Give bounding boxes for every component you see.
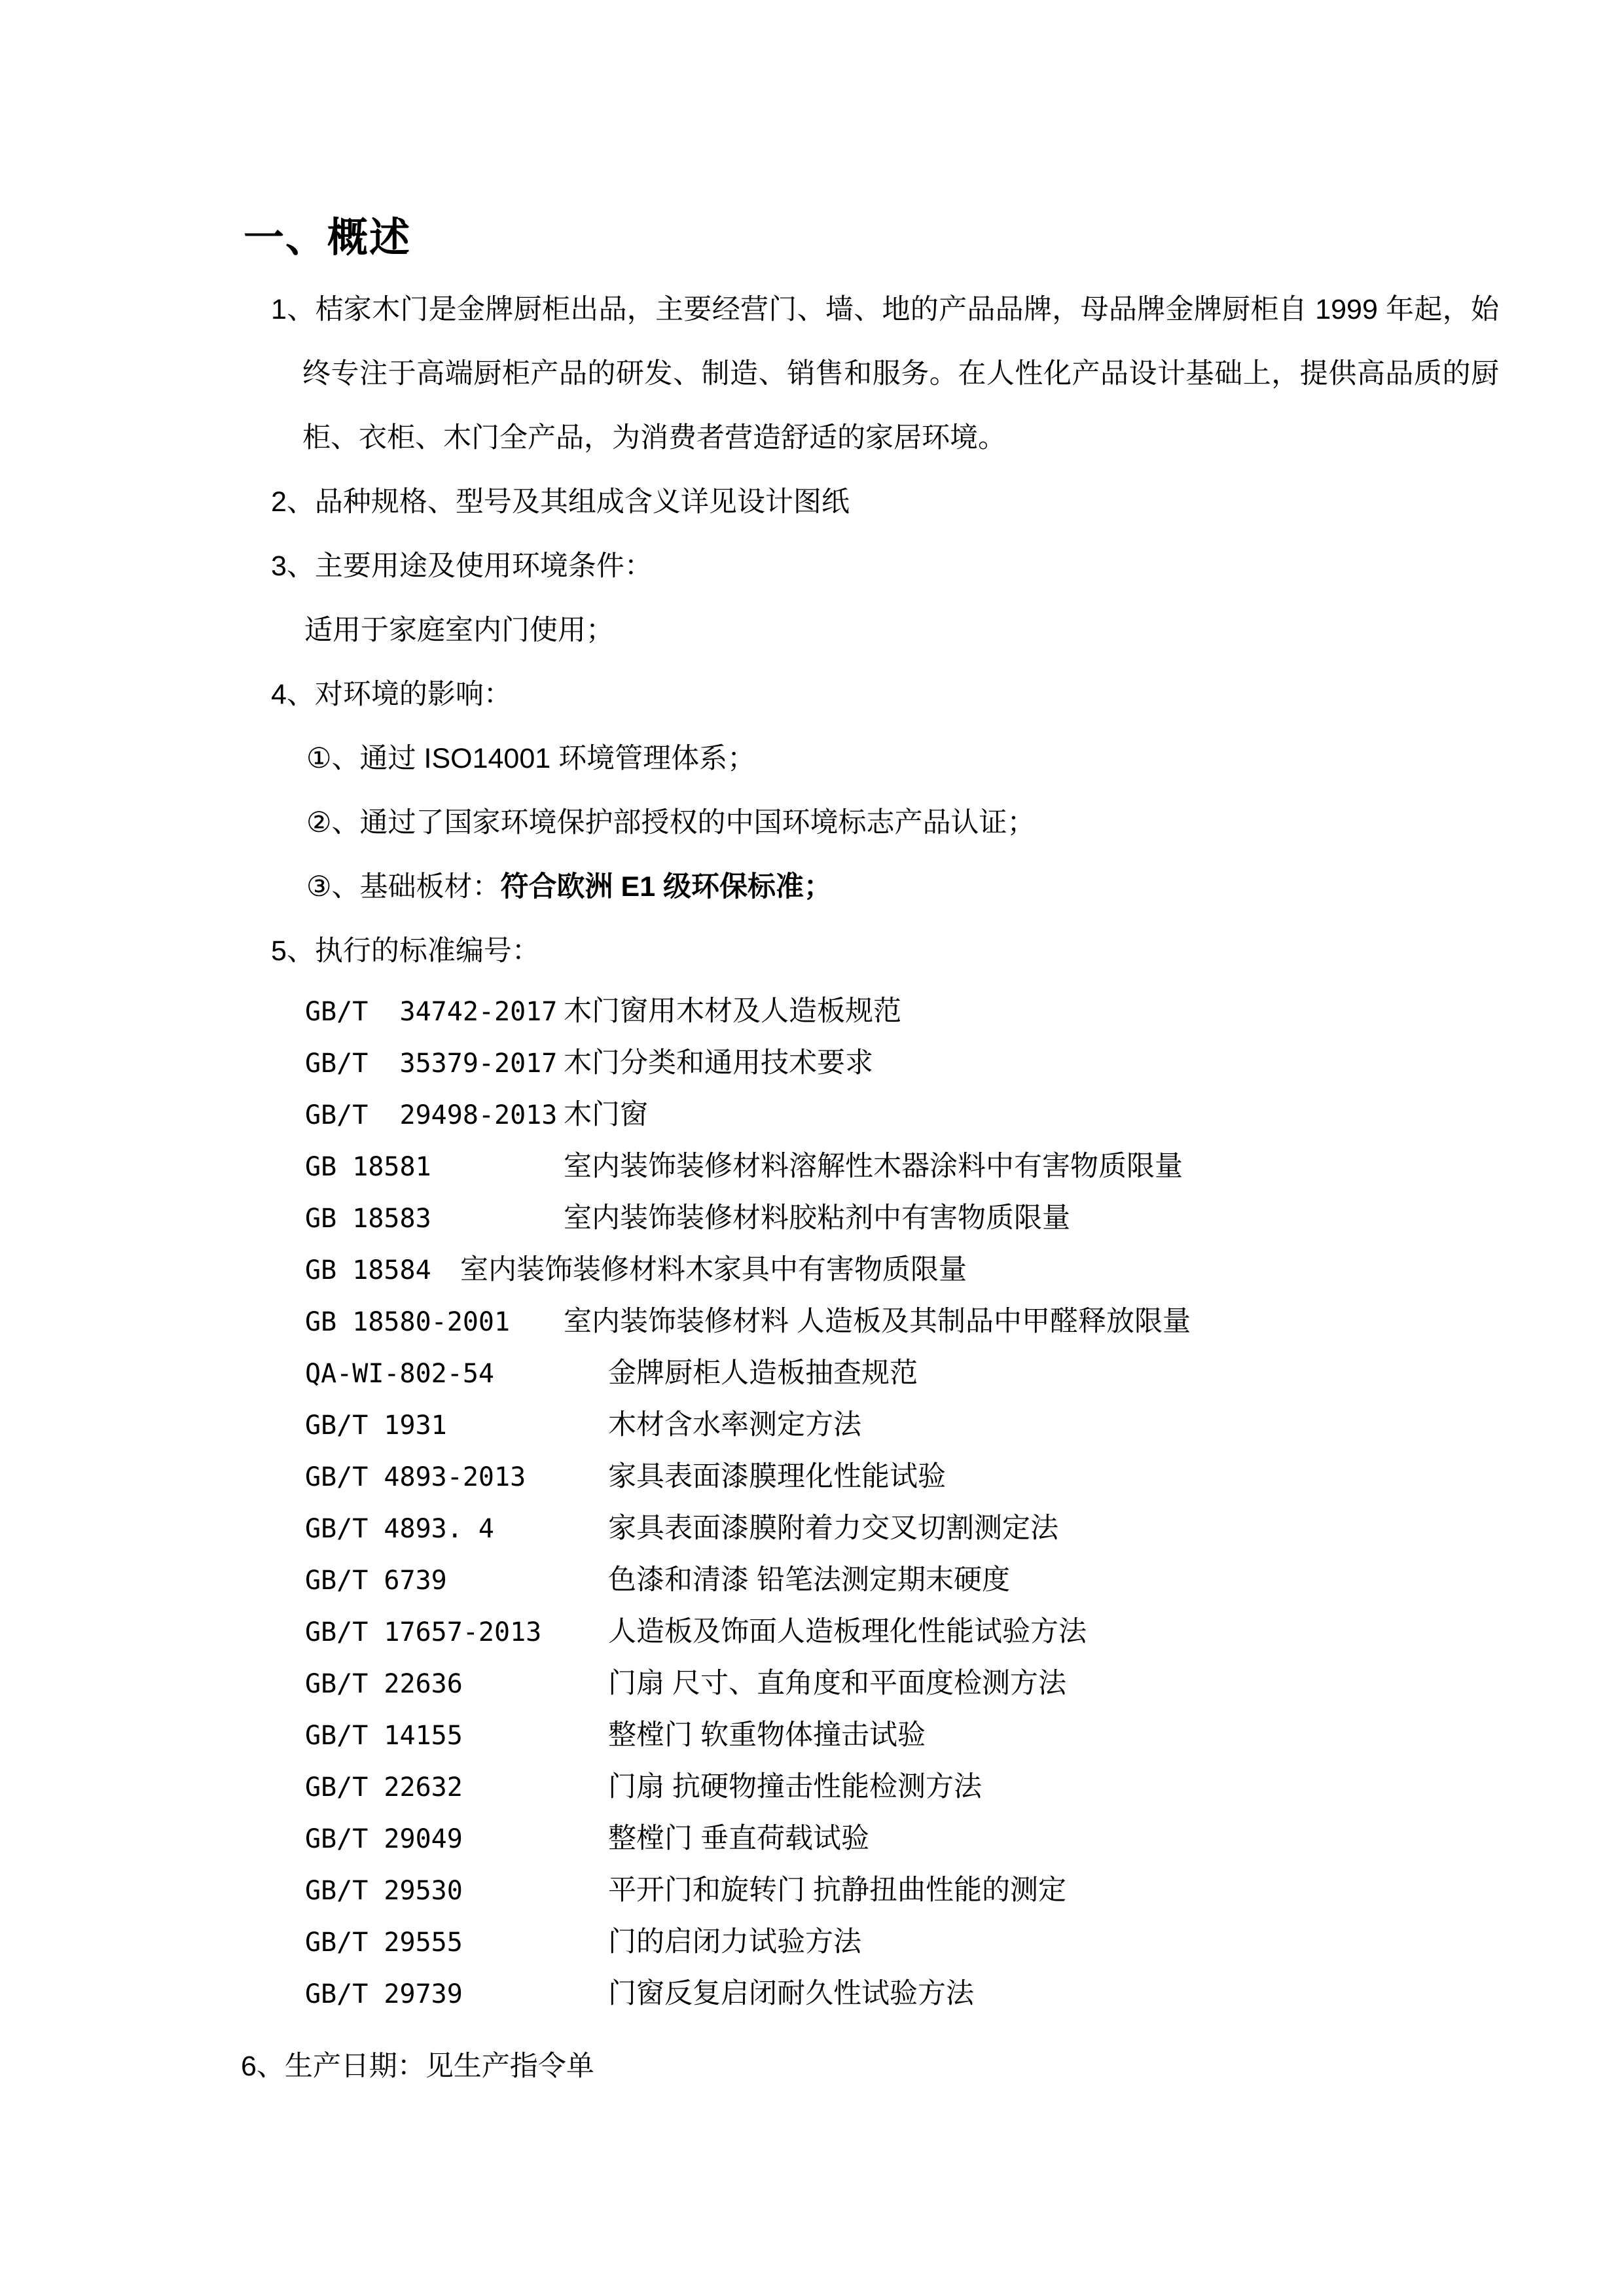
standard-row xyxy=(305,1399,1624,1451)
standard-description: 室内装饰装修材料胶粘剂中有害物质限量 xyxy=(564,1202,1070,1234)
standard-row xyxy=(305,1348,1624,1399)
standard-code: GB/T 22636 xyxy=(305,1669,463,1699)
standard-row xyxy=(305,1761,1624,1813)
item4: 4、对环境的影响： xyxy=(271,679,512,710)
standard-description: 门窗反复启闭耐久性试验方法 xyxy=(608,1978,974,2009)
standard-row xyxy=(305,1813,1624,1865)
item2: 2、品种规格、型号及其组成含义详见设计图纸 xyxy=(271,486,850,518)
standard-row xyxy=(305,1244,1624,1296)
item6: 6、生产日期：见生产指令单 xyxy=(241,2051,594,2082)
standard-code: GB/T 29498-2013 xyxy=(305,1100,558,1130)
standard-row xyxy=(305,1554,1624,1606)
standard-code: GB/T 1931 xyxy=(305,1410,447,1441)
standard-description: 木门窗 xyxy=(564,1099,648,1130)
standard-code: GB/T 17657-2013 xyxy=(305,1617,542,1647)
standard-row xyxy=(305,1865,1624,1916)
item4-sub3 xyxy=(306,855,1624,919)
standard-description: 木门分类和通用技术要求 xyxy=(564,1047,873,1079)
standard-row xyxy=(305,1658,1624,1710)
standard-row xyxy=(305,1089,1624,1141)
standards-list xyxy=(305,986,1624,2020)
standard-description: 平开门和旋转门 抗静扭曲性能的测定 xyxy=(608,1874,1066,1906)
standard-row xyxy=(305,1451,1624,1503)
standard-row xyxy=(305,1916,1624,1968)
item5: 5、执行的标准编号： xyxy=(271,935,540,967)
standard-code: GB/T 14155 xyxy=(305,1721,463,1751)
standard-description: 木门窗用木材及人造板规范 xyxy=(564,996,901,1027)
standard-code: GB/T 6739 xyxy=(305,1566,447,1596)
paragraph1-line1: 1、桔家木门是金牌厨柜出品，主要经营门、墙、地的产品品牌，母品牌金牌厨柜自 1999 年起，始 xyxy=(271,294,1499,325)
paragraph1-line3: 柜、衣柜、木门全产品，为消费者营造舒适的家居环境。 xyxy=(302,422,1006,454)
item4-sub3-normal: ③、基础板材： xyxy=(306,871,501,903)
standard-code: GB/T 35379-2017 xyxy=(305,1049,558,1079)
paragraph1-line2: 终专注于高端厨柜产品的研发、制造、销售和服务。在人性化产品设计基础上，提供高品质的厨 xyxy=(302,358,1499,389)
standard-code: GB/T 29049 xyxy=(305,1824,463,1854)
standard-row xyxy=(305,1193,1624,1244)
standard-row xyxy=(305,1503,1624,1554)
standard-row xyxy=(305,1968,1624,2020)
item4-sub3-bold-emphasis: 符合欧洲 E1 级环保标准； xyxy=(500,871,833,903)
item4-sub1: ①、通过 ISO14001 环境管理体系； xyxy=(306,743,756,774)
standard-code: GB/T 4893-2013 xyxy=(305,1462,526,1492)
item3: 3、主要用途及使用环境条件： xyxy=(271,550,653,582)
standard-description: 门扇 尺寸、直角度和平面度检测方法 xyxy=(608,1668,1066,1699)
standard-row xyxy=(305,1606,1624,1658)
standard-description: 整樘门 垂直荷载试验 xyxy=(608,1823,869,1854)
document-body xyxy=(0,278,1624,2098)
standard-row xyxy=(305,1710,1624,1761)
standard-code: GB 18580-2001 xyxy=(305,1307,511,1337)
standard-description: 室内装饰装修材料溶解性木器涂料中有害物质限量 xyxy=(564,1151,1183,1182)
item4-sub2: ②、通过了国家环境保护部授权的中国环境标志产品认证； xyxy=(306,807,1036,838)
item3-subline: 适用于家庭室内门使用； xyxy=(304,615,614,646)
standard-description: 门的启闭力试验方法 xyxy=(608,1926,861,1958)
standard-row xyxy=(305,1037,1624,1089)
standard-description: 室内装饰装修材料 人造板及其制品中甲醛释放限量 xyxy=(564,1306,1191,1337)
standard-code: GB/T 29530 xyxy=(305,1876,463,1906)
standard-description: 金牌厨柜人造板抽查规范 xyxy=(608,1357,918,1389)
standard-code: GB 18581 xyxy=(305,1152,431,1182)
section-heading: 一、概述 xyxy=(244,215,412,260)
standard-description: 家具表面漆膜附着力交叉切割测定法 xyxy=(608,1513,1058,1544)
standard-code: GB/T 29739 xyxy=(305,1979,463,2009)
standard-code: GB/T 34742-2017 xyxy=(305,997,558,1027)
standard-description: 门扇 抗硬物撞击性能检测方法 xyxy=(608,1771,982,1803)
standard-code: GB 18583 xyxy=(305,1204,431,1234)
standard-description: 人造板及饰面人造板理化性能试验方法 xyxy=(608,1616,1087,1647)
standard-code: GB/T 22632 xyxy=(305,1772,463,1803)
standard-code: GB 18584 xyxy=(305,1255,431,1285)
standard-description: 色漆和清漆 铅笔法测定期末硬度 xyxy=(608,1564,1010,1596)
standard-row xyxy=(305,986,1624,1037)
standard-description: 木材含水率测定方法 xyxy=(608,1409,861,1441)
standard-description: 整樘门 软重物体撞击试验 xyxy=(608,1719,926,1751)
standard-row xyxy=(305,1296,1624,1348)
standard-code: QA-WI-802-54 xyxy=(305,1359,494,1389)
standard-description: 室内装饰装修材料木家具中有害物质限量 xyxy=(460,1254,967,1285)
standard-code: GB/T 29555 xyxy=(305,1928,463,1958)
standard-code: GB/T 4893. 4 xyxy=(305,1514,494,1544)
standard-row xyxy=(305,1141,1624,1193)
standard-description: 家具表面漆膜理化性能试验 xyxy=(608,1461,946,1492)
